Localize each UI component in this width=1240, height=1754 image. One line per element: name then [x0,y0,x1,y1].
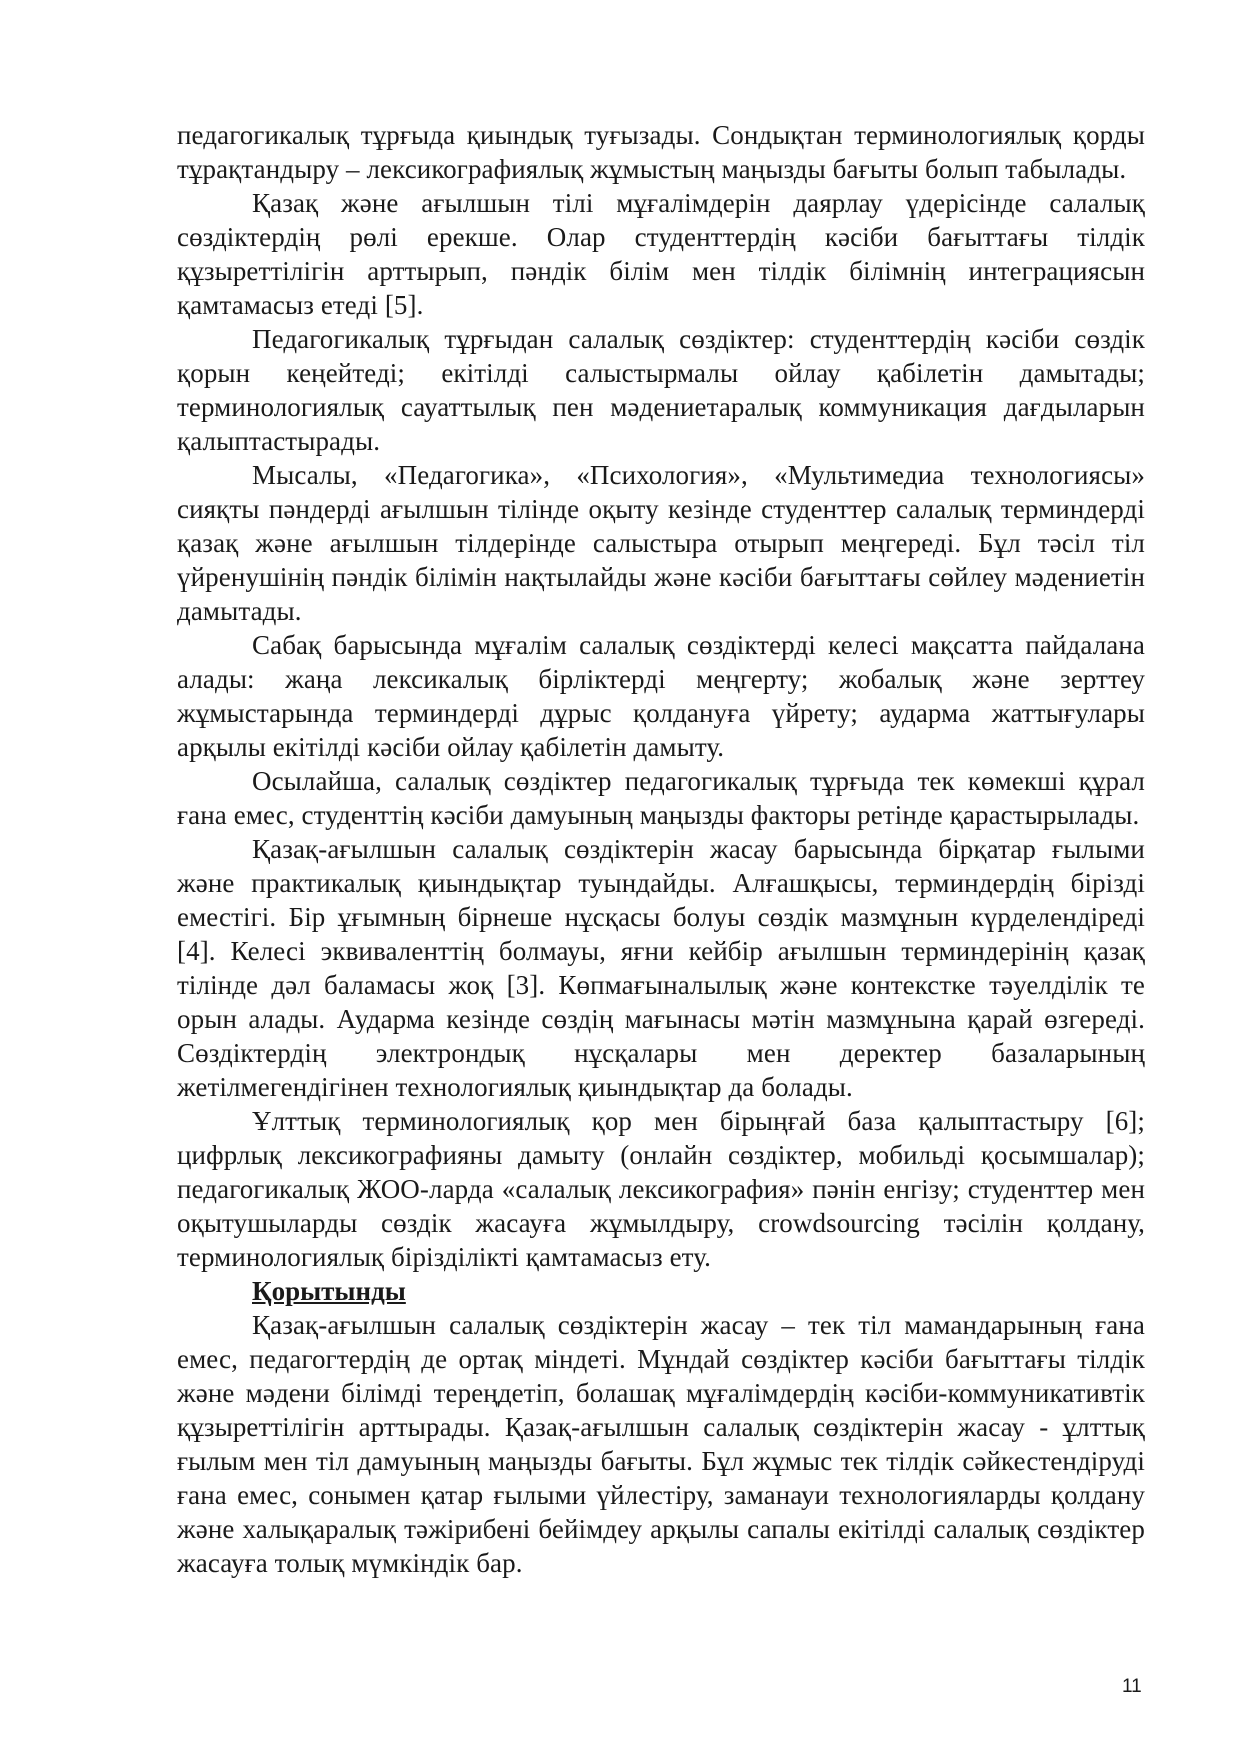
paragraph-difficulties: Қазақ-ағылшын салалық сөздіктерін жасау барысында бірқатар ғылыми және практикалық қиындықтар туындайды. Алғашқысы, терминдердің бірізді еместігі. Бір ұғымның бірнеше нұсқасы болуы сөздік мазмұнын күрделендіреді [4]. Келесі эквиваленттің болмауы, яғни кейбір ағылшын терминдерінің қазақ тілінде дәл баламасы жоқ [3]. Көпмағыналылық және контекстке тәуелділік те орын алады. Аударма кезінде сөздің мағынасы мәтін мазмұнына қарай өзгереді. Сөздіктердің электрондық нұсқалары мен деректер базаларының жетілмегендігінен технологиялық қиындықтар да болады. [177,834,1145,1102]
paragraph-summary: Осылайша, салалық сөздіктер педагогикалық тұрғыда тек көмекші құрал ғана емес, студенттің кәсіби дамуының маңызды факторы ретінде қарастырылады. [177,766,1145,830]
conclusion-heading: Қорытынды [252,1276,406,1306]
page-number: 11 [1122,1676,1142,1697]
paragraph-conclusion: Қазақ-ағылшын салалық сөздіктерін жасау – тек тіл мамандарының ғана емес, педагогтердің де ортақ міндеті. Мұндай сөздіктер кәсіби бағыттағы тілдік және мәдени білімді тереңдетіп, болашақ мұғалімдердің кәсіби-коммуникативтік құзыреттілігін арттырады. Қазақ-ағылшын салалық сөздіктерін жасау - ұлттық ғылым мен тіл дамуының маңызды бағыты. Бұл жұмыс тек тілдік сәйкестендіруді ғана емес, сонымен қатар ғылыми үйлестіру, заманауи технологияларды қолдану және халықаралық тәжірибені бейімдеу арқылы сапалы екітілді салалық сөздіктер жасауға толық мүмкіндік бар. [177,1310,1145,1578]
paragraph-continuation: педагогикалық тұрғыда қиындық туғызады. Сондықтан терминологиялық қорды тұрақтандыру – лексикографиялық жұмыстың маңызды бағыты болып табылады. [177,120,1145,184]
paragraph-lesson-use: Сабақ барысында мұғалім салалық сөздіктерді келесі мақсатта пайдалана алады: жаңа лексикалық бірліктерді меңгерту; жобалық және зерттеу жұмыстарында терминдерді дұрыс қолдануға үйрету; аудармa жаттығулары арқылы екітілді кәсіби ойлау қабілетін дамыту. [177,630,1145,762]
paragraph-pedagogical-role: Педагогикалық тұрғыдан салалық сөздіктер: студенттердің кәсіби сөздік қорын кеңейтеді; екітілді салыстырмалы ойлау қабілетін дамытады; терминологиялық сауаттылық пен мәдениетаралық коммуникация дағдыларын қалыптастырады. [177,324,1145,456]
paragraph-example: Мысалы, «Педагогика», «Психология», «Мультимедиа технологиясы» сияқты пәндерді ағылшын тілінде оқыту кезінде студенттер салалық терминдерді қазақ және ағылшын тілдерінде салыстыра отырып меңгереді. Бұл тәсіл тіл үйренушінің пәндік білімін нақтылайды және кәсіби бағыттағы сөйлеу мәдениетін дамытады. [177,460,1145,626]
document-body [177,118,1145,1580]
paragraph-recommendations: Ұлттық терминологиялық қор мен бірыңғай база қалыптастыру [6]; цифрлық лексикографияны дамыту (онлайн сөздіктер, мобильді қосымшалар); педагогикалық ЖОО-ларда «салалық лексикография» пәнін енгізу; студенттер мен оқытушыларды сөздік жасауға жұмылдыру, crowdsourcing тәсілін қолдану, терминологиялық бірізділікті қамтамасыз ету. [177,1106,1145,1272]
paragraph-teacher-training: Қазақ және ағылшын тілі мұғалімдерін даярлау үдерісінде салалық сөздіктердің рөлі ерекше. Олар студенттердің кәсіби бағыттағы тілдік құзыреттілігін арттырып, пәндік білім мен тілдік білімнің интеграциясын қамтамасыз етеді [5]. [177,188,1145,320]
